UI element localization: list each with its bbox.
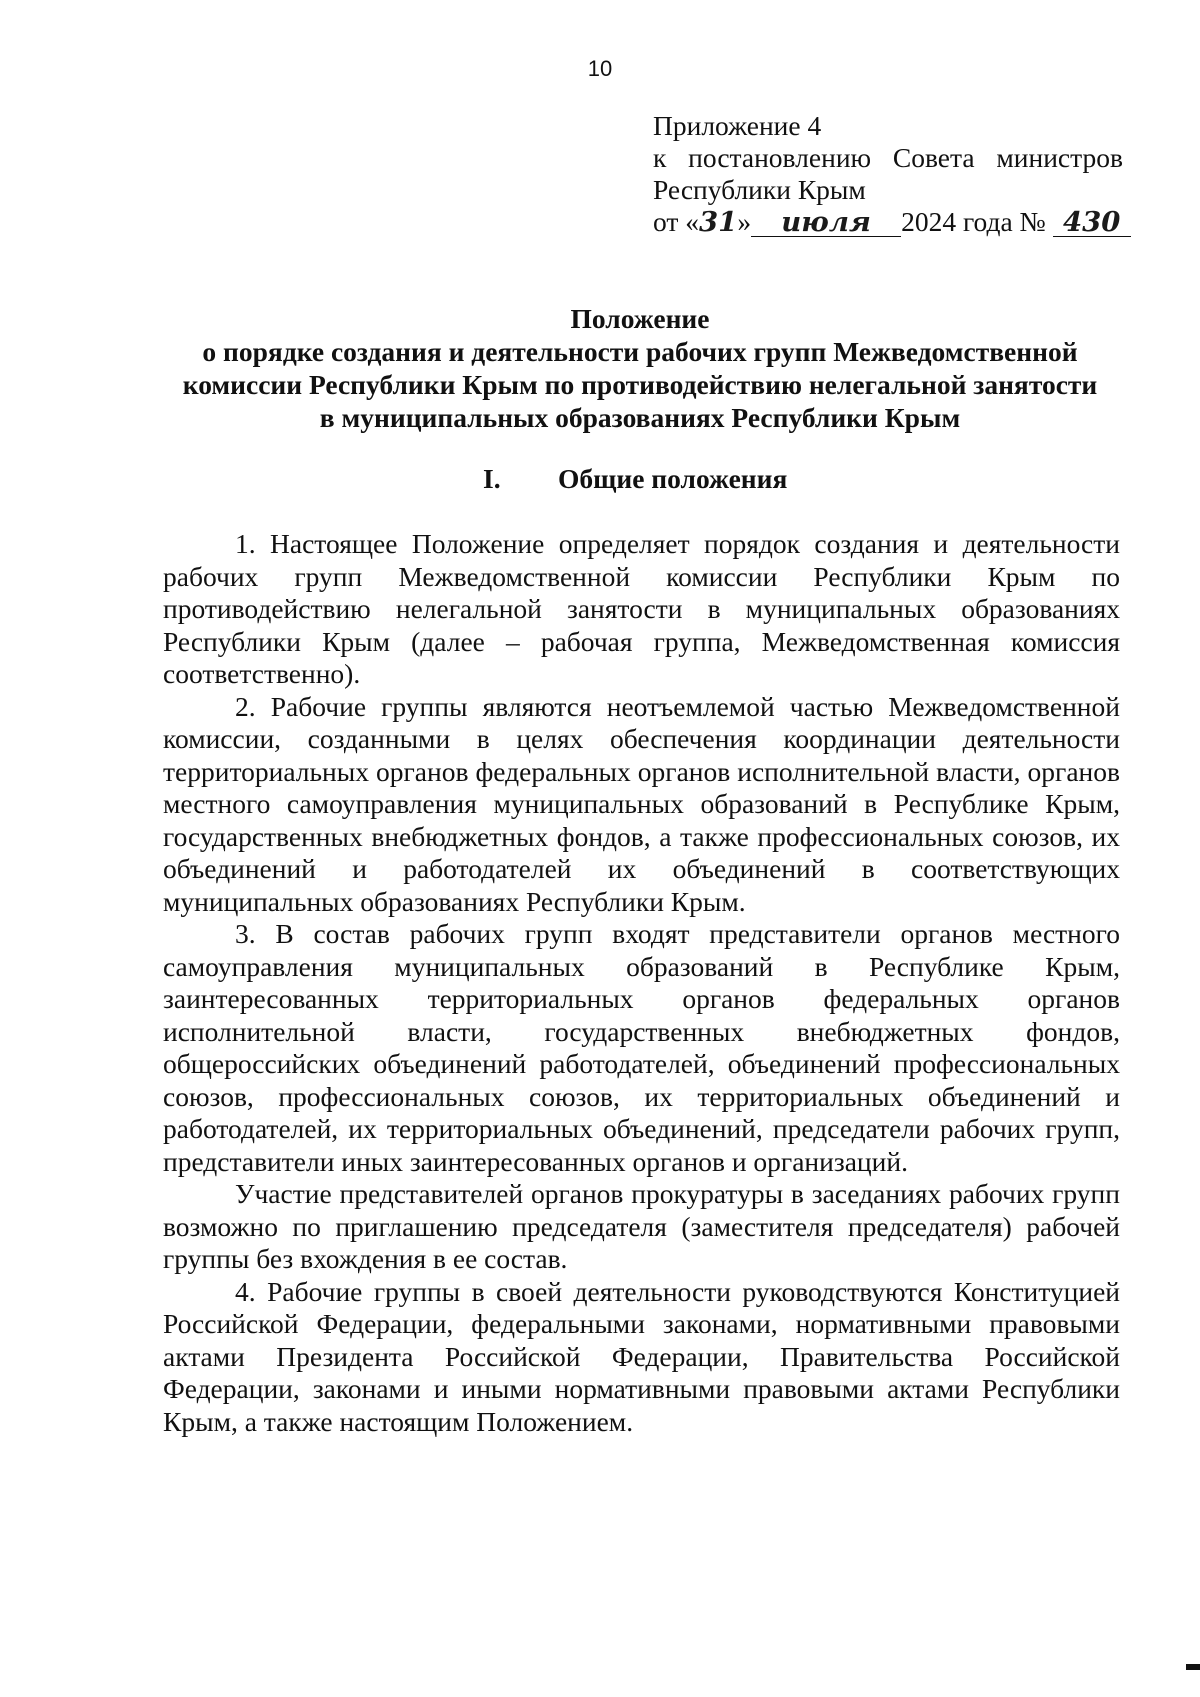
appendix-word: министров [996,142,1123,173]
date-quote-close: » [737,206,752,237]
section-title: Общие положения [558,463,788,494]
appendix-header [653,110,1123,238]
paragraph-3-addendum: Участие представителей органов прокуратуры в заседаниях рабочих групп возможно по приглашению председателя (заместителя председателя) рабочей группы без вхождения в ее состав. [163,1178,1120,1274]
appendix-word: к [653,142,667,173]
appendix-word: постановлению [688,142,872,173]
document-title [160,302,1120,434]
handwritten-day: 31 [699,206,738,238]
paragraph-1: 1. Настоящее Положение определяет порядок создания и деятельности рабочих групп Межведомственной комиссии Республики Крым по противодействию нелегальной занятости в муниципальных образованиях Республики Крым (далее – рабочая группа, Межведомственная комиссия соответственно). [163,528,1120,689]
paragraph-3: 3. В состав рабочих групп входят представители органов местного самоуправления муниципальных образований в Республике Крым, заинтересованных территориальных органов федеральных органов исполнительной власти, государственных внебюджетных фондов, общероссийских объединений работодателей, объединений профессиональных союзов, профессиональных союзов, их территориальных объединений и работодателей, их территориальных объединений, председатели рабочих групп, представители иных заинтересованных органов и организаций. [163,918,1120,1177]
title-line-2: о порядке создания и деятельности рабочих групп Межведомственной [202,336,1078,367]
paragraph-4: 4. Рабочие группы в своей деятельности руководствуются Конституцией Российской Федерации, федеральными законами, нормативными правовыми актами Президента Российской Федерации, Правительства Российской Федерации, законами и иными нормативными правовыми актами Республики Крым, а также настоящим Положением. [163,1275,1120,1437]
appendix-line-resolution [653,142,1123,174]
page-number: 10 [587,56,613,81]
title-line-3: комиссии Республики Крым по противодействию нелегальной занятости [182,369,1098,400]
appendix-date-line [653,206,1123,238]
section-number: I. [483,463,501,494]
date-year: 2024 года № [901,206,1046,237]
appendix-title: Приложение 4 [653,110,822,141]
handwritten-month: июля [751,208,901,237]
title-line-1: Положение [570,303,710,334]
scan-edge-mark [1186,1664,1200,1670]
date-prefix: от « [653,206,700,237]
handwritten-doc-number: 430 [1053,208,1131,237]
appendix-word: Совета [892,142,975,173]
title-line-4: в муниципальных образованиях Республики Крым [319,402,961,433]
appendix-republic: Республики Крым [653,174,866,205]
document-body [163,528,1120,1438]
paragraph-2: 2. Рабочие группы являются неотъемлемой частью Межведомственной комиссии, созданными в целях обеспечения координации деятельности территориальных органов федеральных органов исполнительной власти, органов местного самоуправления муниципальных образований в Республике Крым, государственных внебюджетных фондов, а также профессиональных союзов, их объединений и работодателей их объединений в соответствующих муниципальных образованиях Республики Крым. [163,690,1120,917]
